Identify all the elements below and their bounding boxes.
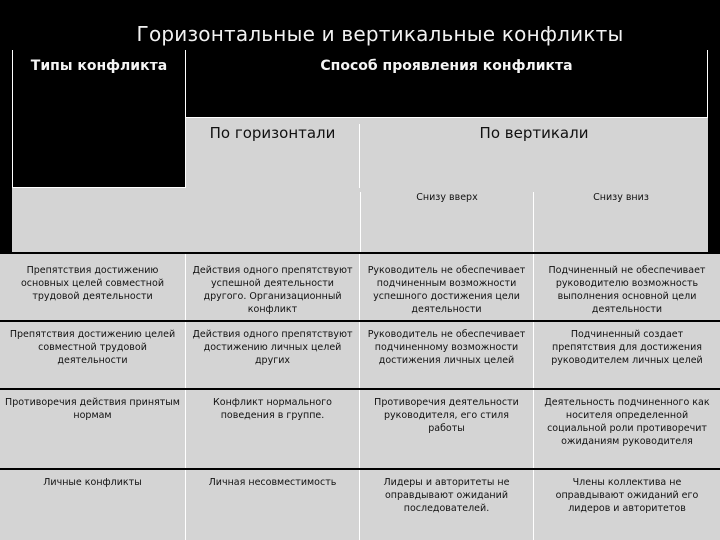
header-horizontal — [186, 124, 360, 188]
header-method — [186, 50, 708, 118]
table-cell-horizontal: Конфликт нормального поведения в группе. — [186, 390, 360, 468]
header-vertical-label: По вертикали — [479, 124, 589, 142]
header-top-down-label: Снизу вниз — [593, 192, 649, 203]
table-cell-horizontal: Личная несовместимость — [186, 470, 360, 540]
header-bottom-up — [360, 192, 534, 252]
header-bottom-up-label: Снизу вверх — [416, 192, 478, 203]
table-cell-bottom-up: Руководитель не обеспечивает подчиненным возможности успешного достижения цели деятельности — [360, 254, 534, 320]
table-cell-type: Препятствия достижению основных целей совместной трудовой деятельности — [0, 254, 186, 320]
table-cell-type: Препятствия достижению целей совместной трудовой деятельности — [0, 322, 186, 388]
conflict-table — [0, 50, 720, 540]
header-vertical — [360, 124, 708, 188]
table-cell-bottom-up: Лидеры и авторитеты не оправдывают ожиданий последователей. — [360, 470, 534, 540]
table-cell-top-down: Члены коллектива не оправдывают ожиданий его лидеров и авторитетов — [555, 477, 699, 514]
header-horizontal-label: По горизонтали — [209, 124, 336, 142]
table-cell-type: Личные конфликты — [0, 470, 186, 540]
slide-title: Горизонтальные и вертикальные конфликты — [136, 22, 624, 46]
table-cell-top-down: Подчиненный создает препятствия для достижения руководителем личных целей — [551, 329, 703, 366]
header-top-down — [534, 192, 708, 252]
table-cell-bottom-up: Руководитель не обеспечивает подчиненному возможности достижения личных целей — [360, 322, 534, 388]
header-types — [12, 50, 186, 188]
header-types-label: Типы конфликта — [30, 58, 168, 74]
table-cell-type: Противоречия действия принятым нормам — [0, 390, 186, 468]
table-cell-horizontal: Действия одного препятствуют успешной деятельности другого. Организационный конфликт — [186, 254, 360, 320]
table-cell-top-down: Подчиненный не обеспечивает руководителю возможность выполнения основной цели деятельности — [548, 265, 706, 315]
table-cell-top-down: Деятельность подчиненного как носителя определенной социальной роли противоречит ожиданиям руководителя — [544, 397, 710, 447]
header-method-label: Способ проявления конфликта — [320, 58, 573, 74]
table-cell-horizontal: Действия одного препятствуют достижению личных целей других — [186, 322, 360, 388]
table-cell-bottom-up: Противоречия деятельности руководителя, его стиля работы — [360, 390, 534, 468]
